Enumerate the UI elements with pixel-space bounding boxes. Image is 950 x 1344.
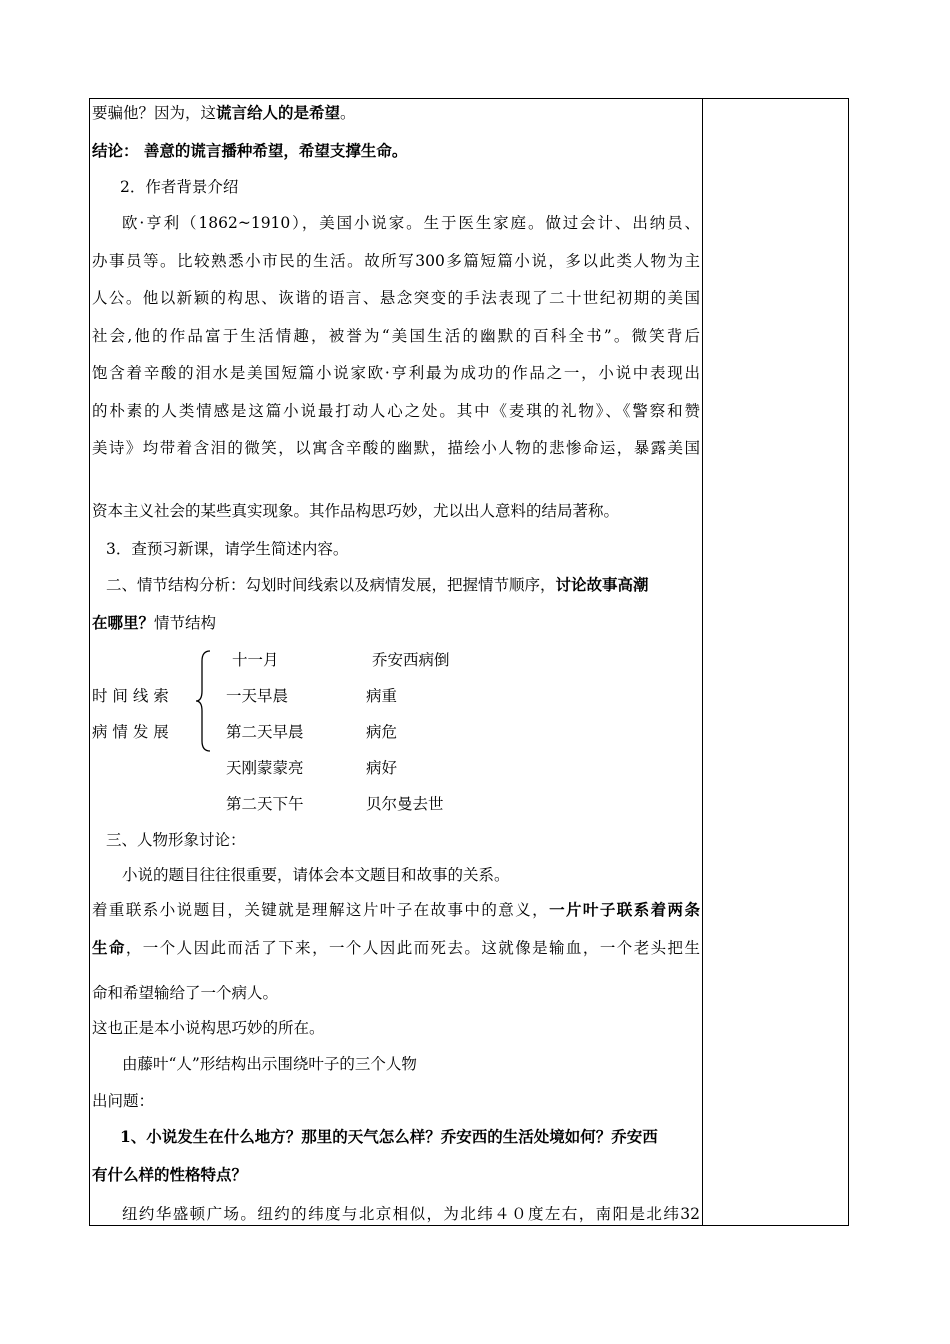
text-line: 的朴素的人类情感是这篇小说最打动人心之处。其中《麦琪的礼物》、《警察和赞 bbox=[92, 402, 700, 420]
text-line: 社会,他的作品富于生活情趣，被誉为“美国生活的幽默的百科全书”。微笑背后 bbox=[92, 327, 700, 345]
timeline-label-illness: 病 情 发 展 bbox=[92, 723, 169, 741]
text-line: 出问题： bbox=[92, 1092, 155, 1110]
section-heading: 三、人物形象讨论： bbox=[106, 831, 246, 849]
timeline-time: 第二天下午 bbox=[226, 795, 304, 813]
text-span: 二、情节结构分析：勾划时间线索以及病情发展，把握情节顺序， bbox=[106, 576, 556, 594]
text-line bbox=[92, 613, 216, 633]
text-span: 要骗他？因为，这 bbox=[92, 104, 217, 122]
text-line bbox=[106, 575, 649, 595]
text-line: 美诗》均带着含泪的微笑，以寓含辛酸的幽默，描绘小人物的悲惨命运，暴露美国 bbox=[92, 439, 700, 457]
timeline-state: 病好 bbox=[366, 759, 398, 777]
lesson-table bbox=[89, 98, 849, 1226]
text-line: 由藤叶“人”形结构出示围绕叶子的三个人物 bbox=[122, 1055, 417, 1073]
conclusion-line bbox=[92, 141, 407, 161]
timeline-state: 病重 bbox=[366, 687, 398, 705]
left-brace-icon bbox=[194, 649, 214, 753]
text-span: ，一个人因此而活了下来，一个人因此而死去。这就像是输血，一个老头把生 bbox=[125, 939, 700, 957]
text-line: 纽约华盛顿广场。纽约的纬度与北京相似，为北纬４０度左右，南阳是北纬32 bbox=[122, 1205, 700, 1223]
timeline-time: 第二天早晨 bbox=[226, 723, 304, 741]
bold-text: 在哪里？ bbox=[92, 613, 155, 632]
bold-text: 生命 bbox=[92, 938, 126, 957]
text-line: 资本主义社会的某些真实现象。其作品构思巧妙，尤以出人意料的结局著称。 bbox=[92, 502, 620, 520]
section-heading: 2．作者背景介绍 bbox=[120, 178, 239, 196]
text-line: 命和希望输给了一个病人。 bbox=[92, 984, 279, 1002]
bold-text: 讨论故事高潮 bbox=[555, 575, 649, 594]
text-line: 饱含着辛酸的泪水是美国短篇小说家欧·亨利最为成功的作品之一，小说中表现出 bbox=[92, 364, 700, 382]
text-line bbox=[92, 103, 356, 123]
text-line: 这也正是本小说构思巧妙的所在。 bbox=[92, 1019, 325, 1037]
text-line: 欧·亨利（1862~1910），美国小说家。生于医生家庭。做过会计、出纳员、 bbox=[122, 214, 700, 232]
bold-text: 结论： 善意的谎言播种希望，希望支撑生命。 bbox=[92, 141, 408, 160]
text-line: 办事员等。比较熟悉小市民的生活。故所写300多篇短篇小说，多以此类人物为主 bbox=[92, 252, 700, 270]
question-line bbox=[92, 1165, 247, 1185]
bold-text: 一片叶子联系着两条 bbox=[549, 900, 700, 919]
bold-text: 谎言给人的是希望 bbox=[216, 103, 341, 122]
text-line bbox=[92, 900, 700, 920]
text-span: 。 bbox=[340, 104, 356, 122]
content-column bbox=[90, 99, 702, 1225]
question-line bbox=[120, 1127, 658, 1147]
text-span: 着重联系小说题目，关键就是理解这片叶子在故事中的意义， bbox=[92, 901, 550, 919]
timeline-time: 一天早晨 bbox=[226, 687, 289, 705]
text-line: 3．查预习新课，请学生简述内容。 bbox=[106, 540, 349, 558]
timeline-state: 乔安西病倒 bbox=[372, 651, 450, 669]
text-line: 人公。他以新颖的构思、诙谐的语言、悬念突变的手法表现了二十世纪初期的美国 bbox=[92, 289, 700, 307]
column-divider bbox=[702, 99, 703, 1225]
bold-text: 1、小说发生在什么地方？那里的天气怎么样？乔安西的生活处境如何？乔安西 bbox=[120, 1127, 658, 1146]
text-line: 小说的题目往往很重要，请体会本文题目和故事的关系。 bbox=[122, 866, 510, 884]
text-span: 情节结构 bbox=[154, 614, 217, 632]
timeline-time: 天刚蒙蒙亮 bbox=[226, 759, 304, 777]
timeline-state: 病危 bbox=[366, 723, 398, 741]
timeline-time: 十一月 bbox=[232, 651, 279, 669]
timeline-label-time: 时 间 线 索 bbox=[92, 687, 169, 705]
text-line bbox=[92, 938, 700, 958]
bold-text: 有什么样的性格特点？ bbox=[92, 1165, 248, 1184]
timeline-state: 贝尔曼去世 bbox=[366, 795, 444, 813]
